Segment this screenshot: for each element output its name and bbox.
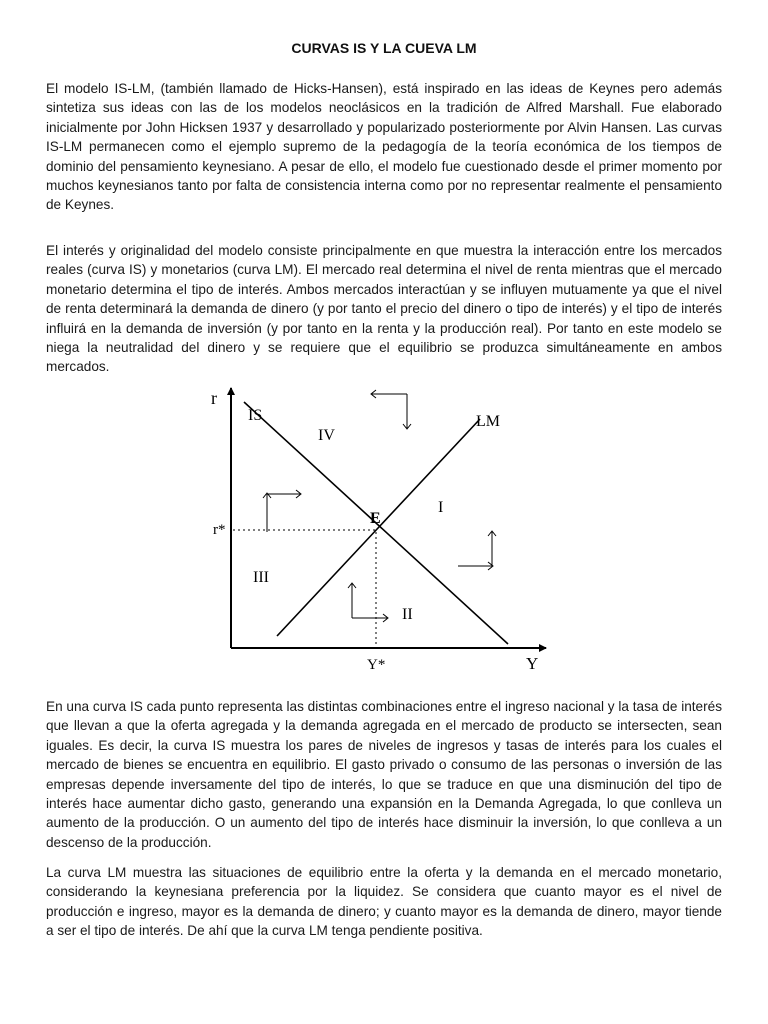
lm-label: LM xyxy=(476,413,500,430)
paragraph-1: El modelo IS-LM, (también llamado de Hicks-Hansen), está inspirado en las ideas de Keynes pero además sintetiza sus ideas con las de los modelos neoclásicos en la tradición de Alfred Marshall. Fue elaborado inicialmente por John Hicksen 1937 y desarrollado y popularizado posteriormente por Alvin Hansen. Las curvas IS-LM permanecen como el ejemplo supremo de la pedagogía de la teoría económica de los tiempos de dominio del pensamiento keynesiano. A pesar de ello, el modelo fue cuestionado desde el primer momento por muchos keynesianos tanto por falta de consistencia interna como por no representar realmente el pensamiento de Keynes. xyxy=(46,81,722,213)
region-ii-arrows xyxy=(348,583,388,622)
is-lm-diagram xyxy=(200,382,560,674)
region-i-label: I xyxy=(438,499,444,516)
region-iv-arrows xyxy=(371,390,411,429)
paragraph-4: La curva LM muestra las situaciones de equilibrio entre la oferta y la demanda en el mercado monetario, considerando la keynesiana preferencia por la liquidez. Se considera que cuanto mayor es el nivel de producción e ingreso, mayor es la demanda de dinero; y cuanto mayor es la demanda de dinero, mayor tiende a ser el tipo de interés. De ahí que la curva LM tenga pendiente positiva. xyxy=(46,865,722,939)
region-iv-label: IV xyxy=(318,427,335,444)
region-i-arrows xyxy=(458,531,496,570)
region-iii-arrows xyxy=(263,490,301,532)
r-star-label: r* xyxy=(213,522,226,538)
region-iii-label: III xyxy=(253,569,269,586)
is-label: IS xyxy=(248,407,263,424)
lm-curve xyxy=(277,419,480,636)
region-ii-label: II xyxy=(402,606,413,623)
document-title: CURVAS IS Y LA CUEVA LM xyxy=(291,40,477,56)
equilibrium-label: E xyxy=(370,510,381,527)
x-axis-label: Y xyxy=(526,654,539,673)
paragraph-3: En una curva IS cada punto representa las distintas combinaciones entre el ingreso nacional y la tasa de interés que llevan a que la oferta agregada y la demanda agregada en el mercado de producto se intersecten, sean iguales. Es decir, la curva IS muestra los pares de niveles de ingresos y tasas de interés para los cuales el mercado de bienes se encuentra en equilibrio. El gasto privado o consumo de las personas o inversión de las empresas depende inversamente del tipo de interés, lo que se traduce en que una disminución del tipo de interés hace aumentar dicho gasto, generando una expansión en la Demanda Agregada, lo que conlleva un aumento de la producción. O un aumento del tipo de interés hace disminuir la inversión, lo que conlleva a un descenso de la producción. xyxy=(46,699,722,850)
y-axis-label: r xyxy=(211,388,217,408)
paragraph-2: El interés y originalidad del modelo consiste principalmente en que muestra la interacción entre los mercados reales (curva IS) y monetarios (curva LM). El mercado real determina el nivel de renta mientras que el mercado monetario determina el tipo de interés. Ambos mercados interactúan y se influyen mutuamente ya que el nivel de renta determinará la demanda de dinero (y por tanto el precio del dinero o tipo de interés) y el tipo de interés influirá en la demanda de inversión (y por tanto en la renta y la producción real). Por tanto en este modelo se niega la neutralidad del dinero y se requiere que el equilibrio se produzca simultáneamente en ambos mercados. xyxy=(46,243,722,375)
y-star-label: Y* xyxy=(367,657,386,673)
